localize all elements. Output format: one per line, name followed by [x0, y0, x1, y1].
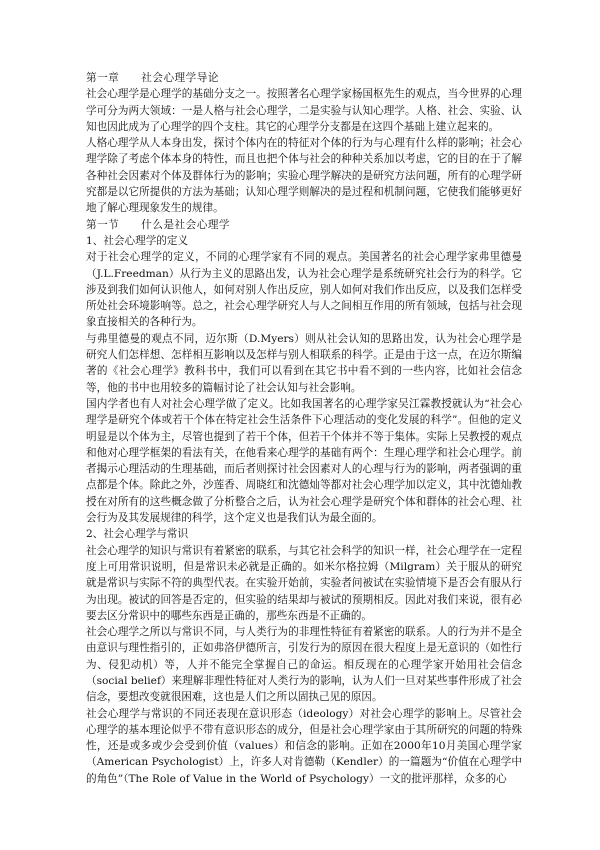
paragraph: 社会心理学之所以与常识不同，与人类行为的非理性特征有着紧密的联系。人的行为并不是全由意识与理性指引的，正如弗洛伊德所言，引发行为的原因在很大程度上是无意识的（如性行为、侵犯动机）等，人并不能完全掌握自己的命运。相反现在的心理学家开始用社会信念（social belief）来理解非理性特征对人类行为的影响，认为人们一旦对某些事件形成了社会信念，要想改变就很困难，这也是人们之所以固执己见的原因。	[86, 626, 522, 704]
paragraph: 国内学者也有人对社会心理学做了定义。比如我国著名的心理学家吴江霖教授就认为“社会心理学是研究个体或若干个体在特定社会生活条件下心理活动的变化发展的科学”。但他的定义明显是以个体为主，尽管也提到了若干个体，但若干个体并不等于集体。实际上吴教授的观点和他对心理学框架的看法有关，在他看来心理学的基础有两个：生理心理学和社会心理学。前者揭示心理活动的生理基础，而后者则探讨社会因素对人的心理与行为的影响，两者强调的重点都是个体。除此之外，沙莲香、周晓红和沈德灿等都对社会心理学加以定义，其中沈德灿教授在对所有的这些概念做了分析整合之后，认为社会心理学是研究个体和群体的社会心理、社会行为及其发展规律的科学，这个定义也是我们认为最全面的。	[86, 397, 522, 525]
paragraph: 对于社会心理学的定义，不同的心理学家有不同的观点。美国著名的社会心理学家弗里德曼（J.L.Freedman）从行为主义的思路出发，认为社会心理学是系统研究社会行为的科学。它涉及到我们如何认识他人，如何对别人作出反应，别人如何对我们作出反应，以及我们怎样受所处社会环境影响等。总之，社会心理学研究人与人之间相互作用的所有领域，包括与社会现象直接相关的各种行为。	[86, 251, 522, 329]
section-title: 什么是社会心理学	[141, 218, 231, 231]
chapter-label: 第一章	[86, 72, 120, 84]
paragraph: 人格心理学从人本身出发，探讨个体内在的特征对个体的行为与心理有什么样的影响；社会心理学除了考虑个体本身的特性，而且也把个体与社会的种种关系加以考虑，它的目的在于了解各种社会因素对个体及群体行为的影响；实验心理学解决的是研究方法问题，所有的心理学研究都是以它所提供的方法为基础；认知心理学则解决的是过程和机制问题，它使我们能够更好地了解心理现象发生的规律。	[86, 137, 522, 215]
paragraph: 社会心理学与常识的不同还表现在意识形态（ideology）对社会心理学的影响上。尽管社会心理学的基本理论似乎不带有意识形态的成分，但是社会心理学家由于其所研究的问题的特殊性，还是或多或少会受到价值（values）和信念的影响。正如在2000年10月美国心理学家（American Psychologist）上，许多人对肯德勒（Kendler）的一篇题为“价值在心理学中的角色”（The Role of Value in the World of Psychology）一文的批评那样，众多的心	[86, 707, 522, 785]
paragraph: 社会心理学的知识与常识有着紧密的联系，与其它社会科学的知识一样，社会心理学在一定程度上可用常识说明，但是常识未必就是正确的。如米尔格拉姆（Milgram）关于服从的研究就是常识与实际不符的典型代表。在实验开始前，实验者问被试在实验情境下是否会有服从行为出现。被试的回答是否定的，但实验的结果却与被试的预期相反。因此对我们来说，很有必要去区分常识中的哪些东西是正确的，那些东西是不正确的。	[86, 544, 522, 622]
chapter-title: 社会心理学导论	[141, 72, 219, 84]
section-label: 第一节	[86, 218, 120, 231]
chapter-heading	[86, 70, 522, 86]
paragraph: 社会心理学是心理学的基础分支之一。按照著名心理学家杨国枢先生的观点，当今世界的心理学可分为两大领域：一是人格与社会心理学，二是实验与认知心理学。人格、社会、实验、认知也因此成为了心理学的四个支柱。其它的心理学分支都是在这四个基础上建立起来的。	[86, 88, 522, 133]
subsection-heading: 1、社会心理学的定义	[86, 234, 189, 247]
subsection-heading: 2、社会心理学与常识	[86, 528, 189, 541]
paragraph: 与弗里德曼的观点不同，迈尔斯（D.Myers）则从社会认知的思路出发，认为社会心理学是研究人们怎样想、怎样相互影响以及怎样与别人相联系的科学。正是由于这一点，在迈尔斯编著的《社会心理学》教科书中，我们可以看到在其它书中看不到的一些内容，比如社会信念等，他的书中也用较多的篇幅讨论了社会认知与社会影响。	[86, 332, 522, 394]
document-body	[86, 70, 522, 787]
section-heading	[86, 217, 522, 233]
